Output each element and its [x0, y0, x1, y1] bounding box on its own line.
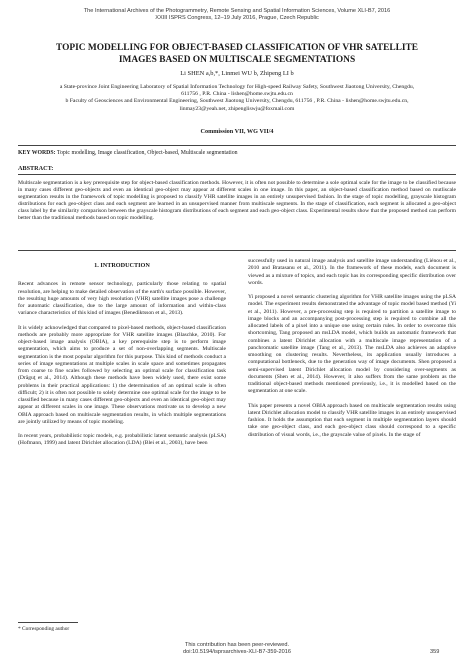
intro-paragraph-2: It is widely acknowledged that compared to pixel-based methods, object-based classification methods are probably more appropriate for VHR satellite images (Blaschke, 2010). For object-based image analysis (OBIA), a key prerequisite step is to perform image segmentation, which aims to produce a set of non-overlapping segments. Multiscale segmentation is the most popular algorithm for this purpose. This kind of methods conduct a series of image segmentations at multiple scales in scale space and sometimes propagates from coarse to fine scales followed by selecting an optimal scale for classification task (Drăguţ et al., 2014). Although these methods have been widely used, there exist some problems in their practical applications: 1) the determination of an optimal scale is often difficult; 2) it is often not possible to solely determine one optimal scale for the image to be classified because in many cases different geo-objects and even an identical geo-object may appear at different scales in one image. These observations motivate us to develop a new OBIA approach based on multiscale segmentation results, in which multiple segmentations are jointly utilized by means of topic modeling. [18, 324, 226, 425]
affiliation-b: b Faculty of Geosciences and Environmental Engineering, Southwest Jiaotong University, Chengdu, 611756 , P.R. China - lishen@home.swjtu.edu.cn, linmay23@yeah.net, zhipengliswju@foxmail.com [65, 98, 409, 112]
abstract-text: Multiscale segmentation is a key prerequisite step for object-based classification methods. However, it is often not possible to determine a sole optimal scale for the image to be classified because in many cases different geo-objects and even an identical geo-object may appear at different scales in one image. In this paper, an object-based classification method based on mutliscale segmentation results in the framework of topic modelling is proposed to classify VHR satellite images in an entirely unsupervised fashion. In the stage of topic modelling, grayscale histogram distributions for each geo-object class and each segment are learned in an unsupervised manner from multiscale segments. In the stage of classification, each segment is allocated a geo-object class label by the similarity comparison between the grayscale histogram distributions of each segment and each geo-object class. Experimental results show that the proposed method can perform better than the traditional methods based on topic modelling. [18, 180, 456, 222]
footnote-corresponding-author: * Corresponding author [18, 626, 70, 632]
intro-paragraph-3: In recent years, probabilistic topic models, e.g. probabilistic latent semantic analysis (pLSA) (Hofmann, 1999) and latent Dirichlet allocation (LDA) (Blei et al., 2003), have been [18, 433, 226, 447]
page-footer [100, 642, 374, 656]
running-header [30, 8, 444, 22]
right-paragraph-3: This paper presents a novel OBIA approach based on multiscale segmentation results using latent Dirichlet allocation model to classify VHR satellite images in an entirely unsupervised fashion. It holds the assumption that each segment in multiple segmentation layers should take one geo-object class, and each geo-object class should correspond to a specific distribution of visual words, i.e., the grayscale value of pixels. In the stage of [248, 402, 456, 438]
keywords-text: Topic modelling, Image classification, Object-based, Multiscale segmentation [55, 150, 238, 156]
divider-abstract [18, 174, 456, 175]
footer-peer-review: This contribution has been peer-reviewed. [184, 642, 290, 648]
left-column [18, 262, 226, 455]
divider-top [18, 145, 456, 146]
affiliation-a: a State-province Joint Engineering Laboratory of Spatial Information Technology for High-speed Railway Safety, Southwest Jiaotong University, Chengdu, 611756 , P.R. China - lishen@home.swjtu.edu.cn [59, 84, 415, 98]
title-line-1: TOPIC MODELLING FOR OBJECT-BASED CLASSIFICATION OF VHR SATELLITE [56, 43, 418, 53]
header-congress-line: XXIII ISPRS Congress, 12–19 July 2016, Prague, Czech Republic [155, 15, 319, 21]
keywords [18, 150, 456, 156]
footer-doi: doi:10.5194/isprsarchives-XLI-B7-359-2016 [183, 649, 291, 655]
right-paragraph-1: successfully used in natural image analysis and satellite image understanding (Liénou et al., 2010 and Bratasanu et al., 2011). In the framework of these models, each document is viewed as a mixture of topics, and each topic has its corresponding specific distribution over words. [248, 258, 456, 286]
title-line-2: IMAGES BASED ON MULTISCALE SEGMENTATIONS [118, 54, 356, 65]
right-paragraph-2: Yi proposed a novel semantic clustering algorithm for VHR satellite images using the pLSA model. The experiment results demonstrated the advantage of topic model based method (Yi et al., 2011). However, a pre-processing step is required to partition a satellite image to image blocks and an accompanying post-processing step is required to combine all the allocated labels of a pixel into a unique one using certain rules. In order to overcome this shortcoming, Tang proposed an msLDA model, which builds an automatic framework that combines a latent Dirichlet allocation with a multiscale image representation of a panchromatic satellite image (Tang et al., 2013). The msLDA also achieves an adaptive smoothing on clustering results. Nevertheless, its application usually introduces a computational bottleneck, due to the generation way of image documents. Shen proposed a semi-supervised latent Dirichlet allocation model by considering over-segments as documents (Shen et al., 2014). However, it also suffers from the same problem as the traditional object-based methods mentioned previously, i.e., it is modelled based on the segmentation at one scale. [248, 294, 456, 395]
section-heading-introduction: 1. INTRODUCTION [94, 262, 150, 269]
author-list: Li SHEN a,b,*, Linmei WU b, Zhipeng LI b [180, 70, 294, 77]
intro-paragraph-1: Recent advances in remote sensor technology, particularly those relating to spatial resolution, are helping to make detailed observation of the earth's surface possible. However, the resulting huge amounts of very high resolution (VHR) satellite images pose a challenge for automatic classification, due to the large amount of information and within-class variance characteristics of this kind of images (Benediktsson et al., 2013). [18, 281, 226, 317]
divider-body [18, 250, 456, 251]
abstract-heading: ABSTRACT: [18, 165, 54, 172]
paper-title [40, 43, 434, 66]
keywords-label: KEY WORDS: [18, 150, 56, 156]
page-number: 359 [430, 649, 440, 655]
right-column [248, 258, 456, 446]
footnote-divider [18, 622, 78, 623]
commission-label: Commission VII, WG VII/4 [200, 128, 274, 135]
header-journal-line: The International Archives of the Photogrammetry, Remote Sensing and Spatial Information Sciences, Volume XLI-B7, 2016 [83, 8, 391, 14]
affiliations [58, 84, 416, 113]
